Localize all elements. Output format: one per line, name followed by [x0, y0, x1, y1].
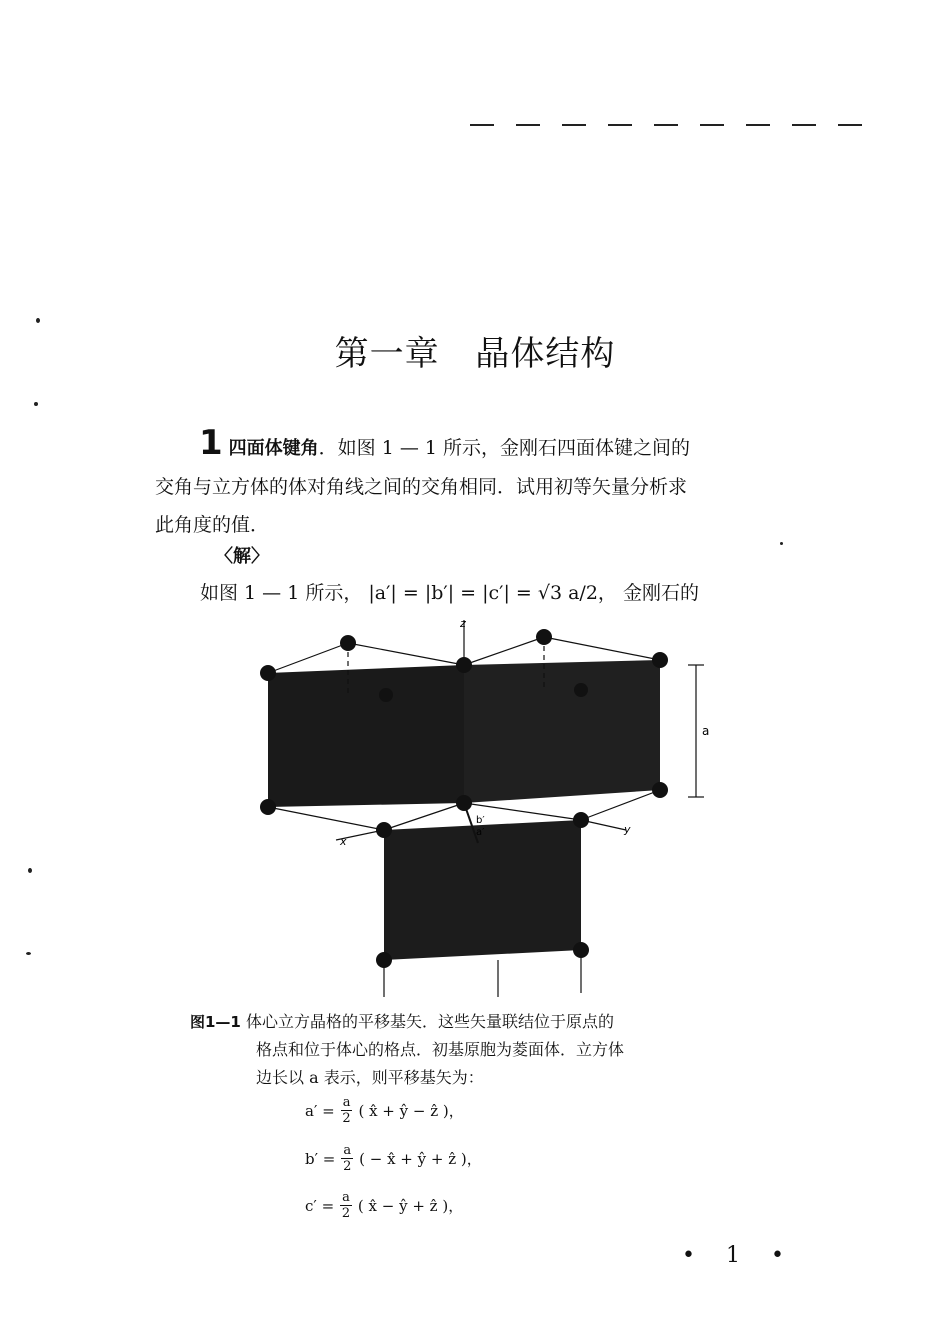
figure-bcc-lattice — [236, 615, 736, 1005]
page-number: • 1 • — [682, 1243, 796, 1268]
chapter-title: 晶体结构 — [475, 334, 616, 374]
problem-keyword: 四面体键角 — [228, 438, 319, 459]
vector-b-label: b′ — [476, 815, 485, 826]
problem-line-3: 此角度的值． — [155, 514, 270, 536]
caption-line-1: 体心立方晶格的平移基矢．这些矢量联结位于原点的 — [245, 1012, 614, 1031]
solution-label: 〈解〉 — [215, 546, 269, 567]
equation-lhs: b′ = — [305, 1149, 336, 1168]
equation-rhs: ( x̂ + ŷ − ẑ )， — [358, 1102, 464, 1120]
edge-length-label: a — [702, 724, 710, 738]
equation-c-prime — [305, 1190, 463, 1221]
equation-b-prime — [305, 1143, 482, 1174]
caption-line-3: 边长以 a 表示，则平移基矢为： — [256, 1068, 484, 1087]
problem-paragraph — [155, 424, 805, 544]
equation-rhs: ( x̂ − ŷ + ẑ )， — [357, 1197, 464, 1215]
scan-speck — [34, 402, 38, 406]
equation-fraction — [340, 1190, 352, 1221]
fraction-numerator: a — [342, 1095, 351, 1110]
scan-speck — [26, 952, 31, 955]
equation-rhs: ( − x̂ + ŷ + ẑ )， — [359, 1150, 482, 1168]
equation-fraction — [341, 1143, 353, 1174]
equation-lhs: a′ = — [305, 1101, 335, 1120]
fraction-denominator: 2 — [342, 1111, 351, 1126]
fraction-denominator: 2 — [343, 1159, 352, 1174]
figure-caption — [190, 1008, 750, 1092]
figure-label: 图1—1 — [190, 1013, 241, 1031]
chapter-number: 第一章 — [334, 334, 440, 374]
header-dashed-rule — [470, 118, 862, 132]
chapter-heading — [0, 326, 950, 375]
vector-a-label: a′ — [476, 827, 485, 838]
axis-x-label: x — [340, 835, 347, 848]
problem-line-2: 交角与立方体的体对角线之间的交角相同．试用初等矢量分析求 — [155, 476, 688, 498]
solution-text: 如图 1 — 1 所示， |a′| = |b′| = |c′| = √3 a/2， 金刚石的 — [200, 582, 699, 604]
scan-speck — [28, 868, 32, 873]
scan-speck — [36, 318, 40, 323]
problem-number: 1 — [199, 423, 223, 463]
fraction-denominator: 2 — [341, 1206, 351, 1221]
scan-speck — [780, 542, 783, 545]
equation-a-prime — [305, 1095, 464, 1126]
fraction-numerator: a — [342, 1190, 350, 1205]
equation-lhs: c′ = — [305, 1196, 335, 1215]
fraction-numerator: a — [343, 1143, 352, 1158]
axis-y-label: y — [624, 823, 631, 836]
axis-z-label: z — [460, 617, 466, 630]
equation-fraction — [341, 1095, 353, 1126]
problem-line-1: ．如图 1 — 1 所示，金刚石四面体键之间的 — [318, 437, 691, 459]
caption-line-2: 格点和位于体心的格点．初基原胞为菱面体．立方体 — [256, 1040, 625, 1059]
